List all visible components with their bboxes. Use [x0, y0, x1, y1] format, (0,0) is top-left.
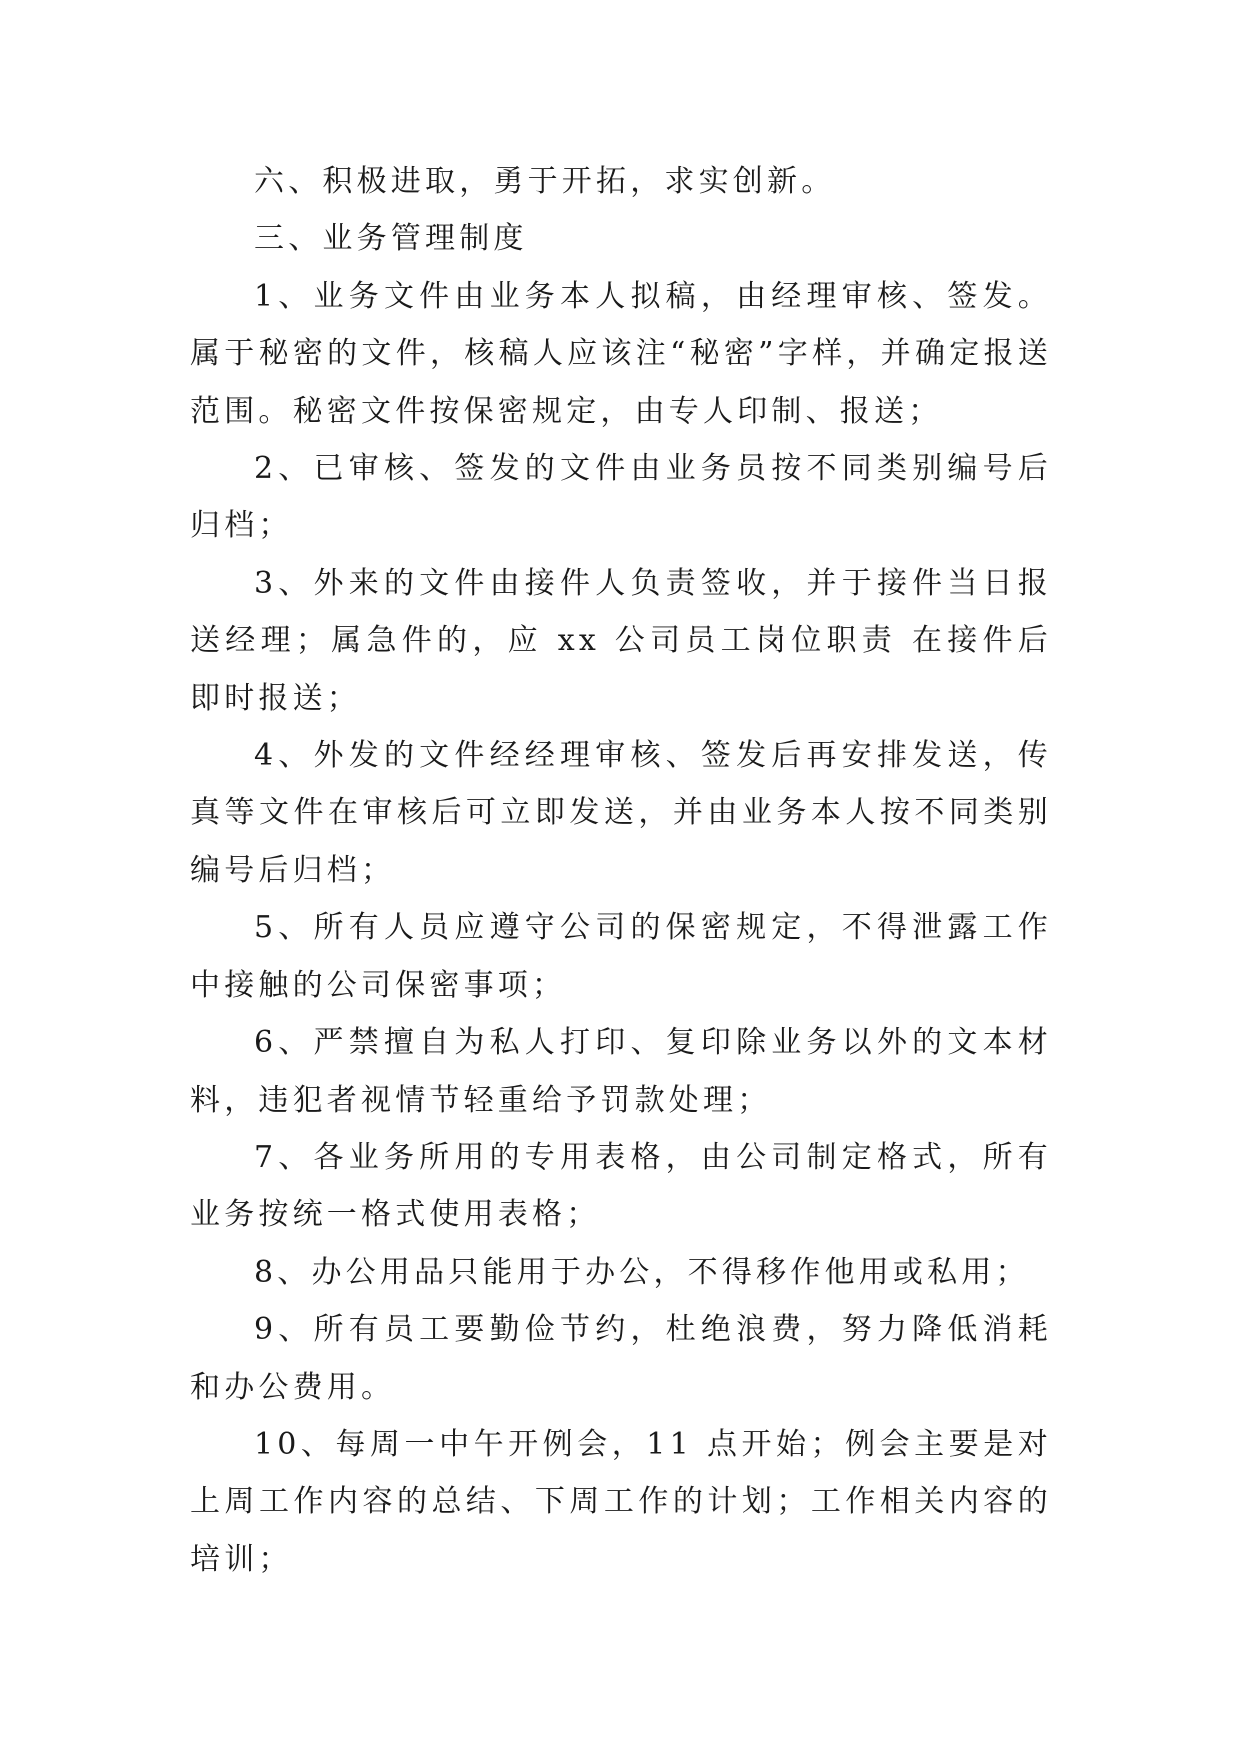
section-heading-business-management: 三、业务管理制度 [254, 221, 528, 257]
paragraph-rule-10: 10、每周一中午开例会，11 点开始；例会主要是对上周工作内容的总结、下周工作的计划；工作相关内容的培训； [190, 1426, 1052, 1577]
paragraph-rule-9: 9、所有员工要勤俭节约，杜绝浪费，努力降低消耗和办公费用。 [190, 1312, 1052, 1405]
paragraph-rule-4: 4、外发的文件经经理审核、签发后再安排发送，传真等文件在审核后可立即发送，并由业务本人按不同类别编号后归档； [190, 738, 1052, 888]
paragraph-rule-2: 2、已审核、签发的文件由业务员按不同类别编号后归档； [190, 451, 1052, 544]
paragraph-rule-6: 6、严禁擅自为私人打印、复印除业务以外的文本材料，违犯者视情节轻重给予罚款处理； [190, 1025, 1052, 1118]
paragraph-rule-3: 3、外来的文件由接件人负责签收，并于接件当日报送经理；属急件的，应 xx 公司员工岗位职责 在接件后即时报送； [190, 565, 1052, 716]
paragraph-item-6: 六、积极进取，勇于开拓，求实创新。 [254, 164, 836, 199]
paragraph-rule-1: 1、业务文件由业务本人拟稿，由经理审核、签发。 属于秘密的文件，核稿人应该注“秘密”字样，并确定报送范围。秘密文件按保密规定，由专人印制、报送； [190, 278, 1052, 429]
paragraph-rule-7: 7、各业务所用的专用表格，由公司制定格式，所有业务按统一格式使用表格； [190, 1139, 1052, 1233]
paragraph-rule-5: 5、所有人员应遵守公司的保密规定，不得泄露工作中接触的公司保密事项； [190, 910, 1052, 1003]
paragraph-rule-8: 8、办公用品只能用于办公，不得移作他用或私用； [254, 1254, 1030, 1290]
document-page [190, 153, 1052, 1588]
